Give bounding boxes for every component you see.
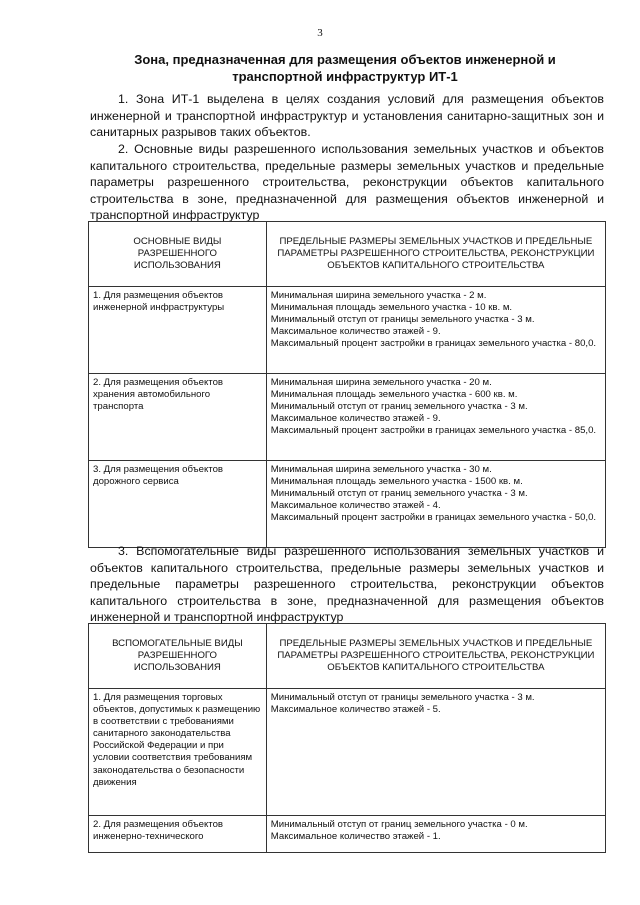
param-line: Максимальный процент застройки в границах земельного участка - 50,0. — [270, 512, 597, 524]
table-header-row — [89, 222, 606, 287]
param-line: Максимальный процент застройки в границах земельного участка - 80,0. — [270, 338, 597, 350]
table-row — [89, 816, 606, 853]
param-line: Максимальное количество этажей - 5. — [270, 704, 441, 716]
param-line: Минимальный отступ от границы земельного участка - 3 м. — [270, 314, 535, 326]
table-header-cell: ПРЕДЕЛЬНЫЕ РАЗМЕРЫ ЗЕМЕЛЬНЫХ УЧАСТКОВ И ПРЕДЕЛЬНЫЕ ПАРАМЕТРЫ РАЗРЕШЕННОГО СТРОИТЕЛЬСТВА, РЕКОНСТРУКЦИИ ОБЪЕКТОВ КАПИТАЛЬНОГО СТРОИТЕЛЬСТВА — [266, 222, 605, 287]
use-cell: 1. Для размещения объектов инженерной инфраструктуры — [89, 287, 267, 374]
param-line: Минимальная площадь земельного участка - 600 кв. м. — [270, 389, 518, 401]
table-row — [89, 374, 606, 461]
param-line: Минимальная ширина земельного участка - 2 м. — [270, 290, 487, 301]
params-cell — [266, 689, 605, 816]
page-number: 3 — [317, 27, 323, 39]
param-line: Минимальный отступ от границ земельного участка - 3 м. — [270, 488, 528, 500]
paragraph-2 — [90, 141, 604, 224]
param-line: Минимальная площадь земельного участка - 10 кв. м. — [270, 302, 513, 314]
table-header-cell: ОСНОВНЫЕ ВИДЫ РАЗРЕШЕННОГО ИСПОЛЬЗОВАНИЯ — [89, 222, 267, 287]
params-cell — [266, 816, 605, 853]
param-line: Максимальное количество этажей - 9. — [270, 326, 441, 338]
table-row — [89, 287, 606, 374]
use-cell: 1. Для размещения торговых объектов, допустимых к размещению в соответствии с требованиями санитарного законодательства Российской Федерации и при условии соответствия требованиям законодательства о безопасности движения — [89, 689, 267, 816]
params-cell — [266, 374, 605, 461]
table-header-row — [89, 624, 606, 689]
param-line: Минимальная площадь земельного участка - 1500 кв. м. — [270, 476, 523, 488]
table-row — [89, 461, 606, 548]
auxiliary-uses-table — [88, 623, 606, 853]
paragraph-3-text: 3. Вспомогательные виды разрешенного использования земельных участков и объектов капитального строительства, предельные размеры земельных участков и предельные параметры разрешенного строительства, реконструкции объектов капитального строительства в зоне, предназначенной для размещения объектов инженерной и транспортной инфраструктур — [90, 544, 604, 625]
param-line: Минимальный отступ от границ земельного участка - 3 м. — [270, 401, 528, 413]
use-cell: 3. Для размещения объектов дорожного сервиса — [89, 461, 267, 548]
paragraph-1-text: 1. Зона ИТ-1 выделена в целях создания условий для размещения объектов инженерной и транспортной инфраструктур и установления санитарно-защитных зон и санитарных разрывов таких объектов. — [90, 92, 604, 140]
main-uses-table — [88, 221, 606, 548]
table-header-cell: ВСПОМОГАТЕЛЬНЫЕ ВИДЫ РАЗРЕШЕННОГО ИСПОЛЬЗОВАНИЯ — [89, 624, 267, 689]
params-cell — [266, 461, 605, 548]
table-header-cell: ПРЕДЕЛЬНЫЕ РАЗМЕРЫ ЗЕМЕЛЬНЫХ УЧАСТКОВ И ПРЕДЕЛЬНЫЕ ПАРАМЕТРЫ РАЗРЕШЕННОГО СТРОИТЕЛЬСТВА, РЕКОНСТРУКЦИИ ОБЪЕКТОВ КАПИТАЛЬНОГО СТРОИТЕЛЬСТВА — [266, 624, 605, 689]
use-cell: 2. Для размещения объектов хранения автомобильного транспорта — [89, 374, 267, 461]
param-line: Максимальное количество этажей - 4. — [270, 500, 441, 512]
table-row — [89, 689, 606, 816]
paragraph-1 — [90, 91, 604, 141]
param-line: Максимальный процент застройки в границах земельного участка - 85,0. — [270, 425, 597, 437]
param-line: Максимальное количество этажей - 1. — [270, 831, 441, 843]
param-line: Минимальная ширина земельного участка - 20 м. — [270, 377, 492, 388]
param-line: Минимальная ширина земельного участка - 30 м. — [270, 464, 492, 475]
section-title: Зона, предназначенная для размещения объектов инженерной и транспортной инфраструктур ИТ-1 — [134, 52, 556, 84]
paragraph-2-text: 2. Основные виды разрешенного использования земельных участков и объектов капитального строительства, предельные размеры земельных участков и предельные параметры разрешенного строительства, реконструкции объектов капитального строительства в зоне, предназначенной для размещения объектов инженерной и транспортной инфраструктур — [90, 142, 604, 223]
param-line: Максимальное количество этажей - 9. — [270, 413, 441, 425]
use-cell: 2. Для размещения объектов инженерно-технического — [89, 816, 267, 853]
param-line: Минимальный отступ от границ земельного участка - 0 м. — [270, 819, 528, 830]
param-line: Минимальный отступ от границы земельного участка - 3 м. — [270, 692, 535, 703]
params-cell — [266, 287, 605, 374]
paragraph-3 — [90, 543, 604, 626]
